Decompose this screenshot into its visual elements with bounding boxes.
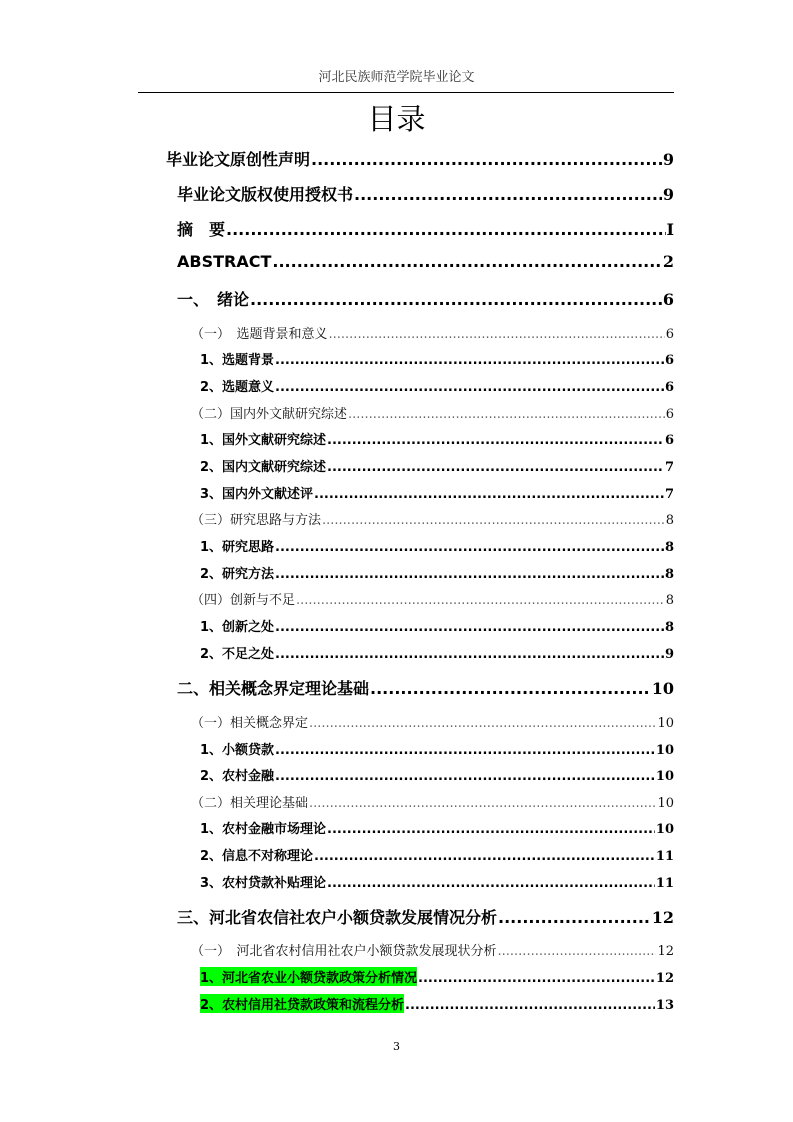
toc-entry-page: 9: [662, 150, 674, 169]
toc-entry-label: 摘 要: [177, 220, 226, 239]
toc-entry[interactable]: [200, 818, 674, 837]
toc-entry[interactable]: [200, 765, 674, 784]
toc-entry-page: 11: [655, 849, 674, 864]
toc-leader-dots: [250, 290, 662, 309]
toc-leader-dots: [275, 567, 664, 582]
toc-entry-page: 10: [655, 769, 674, 784]
toc-entry-label: 2、农村信用社贷款政策和流程分析: [200, 994, 404, 1013]
toc-entry[interactable]: [191, 712, 674, 731]
toc-entry-page: 10: [651, 679, 674, 698]
toc-leader-dots: [275, 620, 664, 635]
toc-entry-page: 8: [664, 567, 674, 582]
toc-leader-dots: [275, 769, 655, 784]
toc-entry-label: 1、农村金融市场理论: [200, 822, 327, 837]
toc-leader-dots: [418, 971, 655, 986]
toc-entry[interactable]: [200, 536, 674, 555]
toc-leader-dots: [275, 540, 664, 555]
toc-entry[interactable]: [200, 967, 674, 986]
toc-entry[interactable]: [200, 429, 674, 448]
toc-entry-page: I: [666, 220, 674, 239]
toc-entry[interactable]: [200, 376, 674, 395]
toc-entry-label: 毕业论文版权使用授权书: [177, 185, 354, 204]
toc-entry-label: （一） 选题背景和意义: [191, 327, 328, 342]
toc-entry[interactable]: [200, 994, 674, 1013]
toc-entry-label: 毕业论文原创性声明: [166, 150, 311, 169]
toc-entry-label: 三、河北省农信社农户小额贷款发展情况分析: [177, 908, 498, 927]
header-divider: [138, 92, 674, 93]
toc-entry-page: 6: [665, 327, 674, 342]
toc-entry[interactable]: [177, 252, 674, 271]
toc-entry-page: 10: [655, 822, 674, 837]
toc-entry-page: 7: [664, 460, 674, 475]
toc-entry[interactable]: [191, 589, 674, 608]
toc-entry-label: 1、创新之处: [200, 620, 275, 635]
toc-entry-label: 1、国外文献研究综述: [200, 433, 327, 448]
toc-leader-dots: [348, 407, 665, 422]
toc-leader-dots: [327, 822, 655, 837]
toc-entry-page: 12: [657, 944, 674, 959]
toc-title: 目录: [367, 102, 426, 136]
toc-entry-page: 6: [662, 290, 674, 309]
toc-entry-label: （一） 河北省农村信用社农户小额贷款发展现状分析: [191, 944, 497, 959]
toc-entry[interactable]: [191, 323, 674, 342]
toc-entry-label: 1、研究思路: [200, 540, 275, 555]
toc-entry-label: 2、不足之处: [200, 647, 275, 662]
toc-entry-page: 13: [655, 998, 674, 1013]
toc-entry[interactable]: [200, 739, 674, 758]
toc-entry-label: 2、国内文献研究综述: [200, 460, 327, 475]
toc-entry[interactable]: [200, 643, 674, 662]
toc-entry-page: 6: [664, 353, 674, 368]
toc-entry-page: 9: [664, 647, 674, 662]
toc-entry-label: （四）创新与不足: [191, 593, 296, 608]
toc-leader-dots: [314, 487, 664, 502]
toc-entry[interactable]: [200, 456, 674, 475]
toc-leader-dots: [311, 150, 662, 169]
toc-entry-label: （二）国内外文献研究综述: [191, 407, 348, 422]
toc-entry-label: 3、农村贷款补贴理论: [200, 876, 327, 891]
toc-leader-dots: [322, 513, 665, 528]
toc-entry[interactable]: [200, 349, 674, 368]
toc-entry-page: 9: [662, 185, 674, 204]
toc-entry-page: 11: [655, 876, 674, 891]
toc-leader-dots: [498, 908, 651, 927]
toc-entry-page: 12: [651, 908, 674, 927]
page-number: 3: [393, 1040, 400, 1053]
toc-entry-page: 8: [665, 513, 674, 528]
toc-entry-label: （二）相关理论基础: [191, 796, 309, 811]
toc-leader-dots: [354, 185, 662, 204]
toc-entry-label: （三）研究思路与方法: [191, 513, 322, 528]
toc-leader-dots: [272, 252, 661, 271]
toc-entry[interactable]: [177, 905, 674, 928]
toc-leader-dots: [275, 743, 655, 758]
toc-entry[interactable]: [200, 845, 674, 864]
toc-entry-label: 1、河北省农业小额贷款政策分析情况: [200, 967, 417, 986]
toc-entry-label: 3、国内外文献述评: [200, 487, 314, 502]
toc-leader-dots: [327, 460, 664, 475]
toc-entry[interactable]: [166, 147, 674, 170]
toc-entry-page: 6: [664, 433, 674, 448]
toc-entry-label: 一、 绪论: [177, 290, 250, 309]
toc-entry-page: 6: [664, 380, 674, 395]
toc-entry-label: 2、农村金融: [200, 769, 275, 784]
toc-entry-page: 10: [657, 796, 674, 811]
toc-entry-page: 7: [664, 487, 674, 502]
toc-entry[interactable]: [177, 217, 674, 240]
toc-entry-label: 2、信息不对称理论: [200, 849, 314, 864]
toc-entry[interactable]: [177, 287, 674, 310]
toc-leader-dots: [275, 353, 664, 368]
toc-entry-page: 8: [664, 620, 674, 635]
toc-leader-dots: [296, 593, 665, 608]
toc-entry[interactable]: [200, 563, 674, 582]
toc-entry[interactable]: [177, 676, 674, 699]
toc-leader-dots: [329, 327, 665, 342]
toc-leader-dots: [498, 944, 657, 959]
toc-leader-dots: [226, 220, 666, 239]
toc-entry[interactable]: [191, 403, 674, 422]
toc-entry-label: ABSTRACT: [177, 252, 272, 271]
toc-entry[interactable]: [200, 872, 674, 891]
toc-entry[interactable]: [191, 940, 674, 959]
toc-entry[interactable]: [191, 792, 674, 811]
toc-entry[interactable]: [200, 483, 674, 502]
toc-entry-label: 1、选题背景: [200, 353, 275, 368]
toc-leader-dots: [275, 647, 664, 662]
toc-leader-dots: [327, 433, 664, 448]
toc-entry[interactable]: [191, 509, 674, 528]
toc-entry-label: 1、小额贷款: [200, 743, 275, 758]
toc-entry[interactable]: [200, 616, 674, 635]
toc-leader-dots: [405, 998, 655, 1013]
toc-entry-page: 2: [662, 252, 674, 271]
header-title: 河北民族师范学院毕业论文: [318, 70, 475, 85]
toc-entry[interactable]: [177, 182, 674, 205]
toc-entry-page: 10: [655, 743, 674, 758]
toc-entry-page: 8: [664, 540, 674, 555]
toc-leader-dots: [309, 716, 656, 731]
toc-entry-label: 二、相关概念界定理论基础: [177, 679, 370, 698]
toc-entry-page: 10: [657, 716, 674, 731]
toc-leader-dots: [275, 380, 664, 395]
toc-leader-dots: [309, 796, 656, 811]
toc-leader-dots: [314, 849, 655, 864]
toc-entry-page: 12: [655, 971, 674, 986]
toc-leader-dots: [327, 876, 655, 891]
toc-entry-label: 2、研究方法: [200, 567, 275, 582]
toc-leader-dots: [370, 679, 651, 698]
toc-entry-page: 6: [665, 407, 674, 422]
toc-entry-page: 8: [665, 593, 674, 608]
toc-entry-label: （一）相关概念界定: [191, 716, 309, 731]
toc-entry-label: 2、选题意义: [200, 380, 275, 395]
